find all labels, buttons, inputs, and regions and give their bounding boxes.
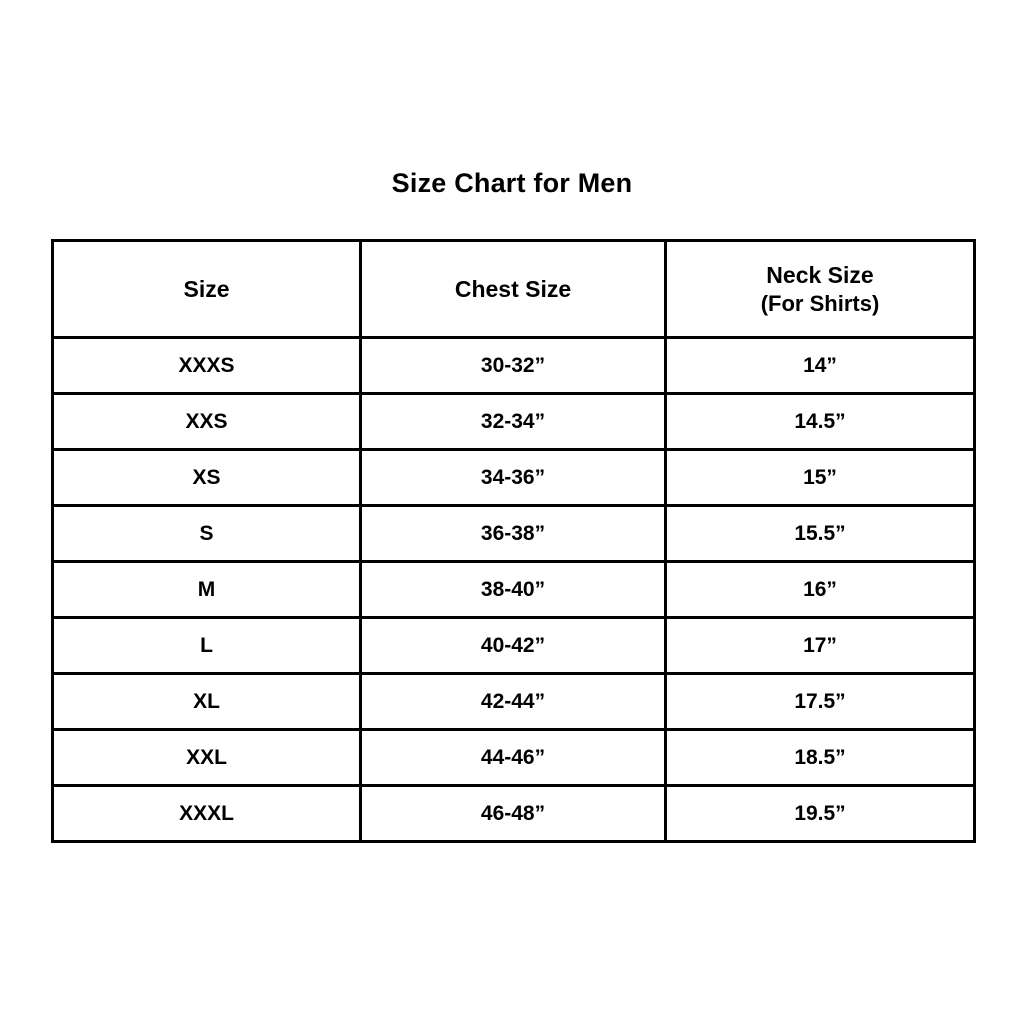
page-title: Size Chart for Men bbox=[391, 168, 633, 198]
table-row bbox=[53, 562, 975, 618]
size-chart-table bbox=[51, 239, 976, 843]
table-row bbox=[53, 674, 975, 730]
table-row bbox=[53, 450, 975, 506]
cell-chest: 30-32” bbox=[361, 338, 666, 394]
column-header-neck-size bbox=[666, 241, 975, 338]
cell-chest: 32-34” bbox=[361, 394, 666, 450]
table-row bbox=[53, 506, 975, 562]
cell-neck: 17” bbox=[666, 618, 975, 674]
cell-neck: 18.5” bbox=[666, 730, 975, 786]
column-header-size: Size bbox=[53, 241, 361, 338]
table-row bbox=[53, 730, 975, 786]
cell-size: L bbox=[53, 618, 361, 674]
cell-neck: 15.5” bbox=[666, 506, 975, 562]
cell-chest: 42-44” bbox=[361, 674, 666, 730]
cell-neck: 19.5” bbox=[666, 786, 975, 842]
table-header-row bbox=[53, 241, 975, 338]
table-row bbox=[53, 394, 975, 450]
cell-neck: 14.5” bbox=[666, 394, 975, 450]
column-header-chest-size: Chest Size bbox=[361, 241, 666, 338]
cell-size: S bbox=[53, 506, 361, 562]
cell-size: XXXS bbox=[53, 338, 361, 394]
cell-size: XXL bbox=[53, 730, 361, 786]
table-row bbox=[53, 338, 975, 394]
cell-chest: 46-48” bbox=[361, 786, 666, 842]
cell-size: XL bbox=[53, 674, 361, 730]
cell-neck: 16” bbox=[666, 562, 975, 618]
cell-chest: 36-38” bbox=[361, 506, 666, 562]
column-header-neck-size-note: (For Shirts) bbox=[760, 290, 880, 316]
cell-chest: 38-40” bbox=[361, 562, 666, 618]
table-row bbox=[53, 618, 975, 674]
cell-chest: 40-42” bbox=[361, 618, 666, 674]
cell-size: XXS bbox=[53, 394, 361, 450]
cell-size: XXXL bbox=[53, 786, 361, 842]
column-header-neck-size-main: Neck Size bbox=[766, 261, 874, 288]
cell-chest: 34-36” bbox=[361, 450, 666, 506]
cell-size: M bbox=[53, 562, 361, 618]
cell-size: XS bbox=[53, 450, 361, 506]
cell-chest: 44-46” bbox=[361, 730, 666, 786]
cell-neck: 14” bbox=[666, 338, 975, 394]
cell-neck: 17.5” bbox=[666, 674, 975, 730]
cell-neck: 15” bbox=[666, 450, 975, 506]
table-row bbox=[53, 786, 975, 842]
